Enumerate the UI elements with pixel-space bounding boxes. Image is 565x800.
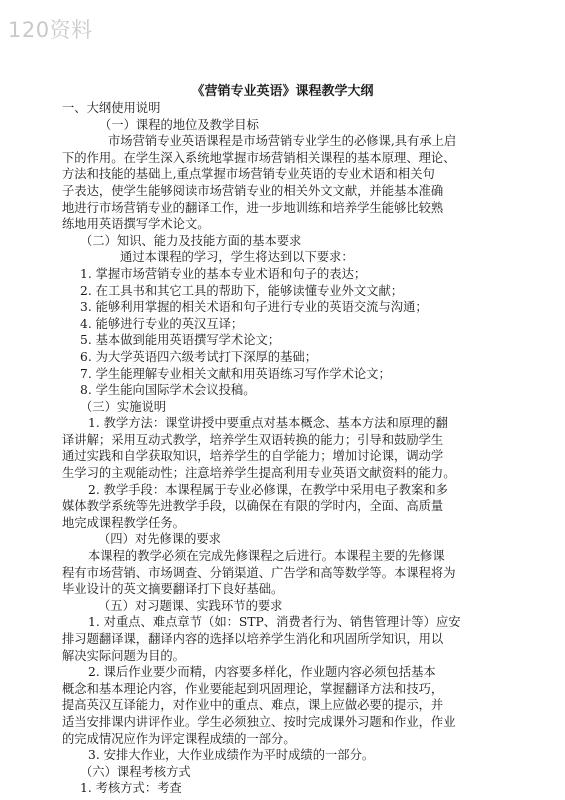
paragraph-line: 2. 课后作业要少而精，内容要多样化，作业题内容必须包括基本 xyxy=(88,665,436,680)
paragraph-line: 通过实践和自学获取知识，培养学生的自学能力；增加讨论课，调动学 xyxy=(62,449,444,464)
paragraph-line: 1. 考核方式：考查 xyxy=(80,781,182,796)
list-item: 6. 为大学英语四六级考试打下深厚的基础； xyxy=(80,349,317,364)
list-item: 2. 在工具书和其它工具的帮助下，能够读懂专业外文文献； xyxy=(80,283,404,298)
paragraph-line: 练地用英语撰写学术论文。 xyxy=(62,217,210,232)
paragraph-line: 1. 教学方法：课堂讲授中要重点对基本概念、基本方法和原理的翻 xyxy=(88,416,448,431)
paragraph-line: 毕业设计的英文摘要翻译打下良好基础。 xyxy=(62,582,284,597)
paragraph-line: 解决实际问题为目的。 xyxy=(62,648,185,663)
section-heading: 一、大纲使用说明 xyxy=(62,101,161,115)
list-item: 5. 基本做到能用英语撰写学术论文； xyxy=(80,333,281,348)
paragraph-line: 程有市场营销、市场调查、分销渠道、广告学和高等数学等。本课程将为 xyxy=(62,565,456,580)
subsection-heading: （二）知识、能力及技能方面的基本要求 xyxy=(80,233,302,248)
paragraph-line: 方法和技能的基础上,重点掌握市场营销专业英语的专业术语和相关句 xyxy=(62,167,435,182)
paragraph-line: 译讲解；采用互动式教学，培养学生双语转换的能力；引导和鼓励学生 xyxy=(62,432,444,447)
paragraph-line: 1. 对重点、难点章节（如：STP、消费者行为、销售管理计等）应安 xyxy=(88,615,461,630)
paragraph-line: 子表达，使学生能够阅读市场营销专业的相关外文文献，并能基本准确 xyxy=(62,183,444,198)
list-item: 8. 学生能向国际学术会议投稿。 xyxy=(80,383,256,398)
paragraph-line: 本课程的教学必须在完成先修课程之后进行。本课程主要的先修课 xyxy=(88,549,445,564)
subsection-heading: （五）对习题课、实践环节的要求 xyxy=(98,598,283,613)
document-body xyxy=(62,100,522,797)
paragraph-line: 2. 教学手段：本课程属于专业必修课，在教学中采用电子教案和多 xyxy=(88,482,448,497)
subsection-heading: （一）课程的地位及教学目标 xyxy=(99,117,259,132)
paragraph-line: 通过本课程的学习，学生将达到以下要求： xyxy=(120,250,354,265)
paragraph-line: 适当安排课内讲评作业。学生必须独立、按时完成课外习题和作业，作业 xyxy=(62,714,456,729)
list-item: 3. 能够利用掌握的相关术语和句子进行专业的英语交流与沟通； xyxy=(80,300,428,315)
paragraph-line: 地完成课程教学任务。 xyxy=(62,515,185,530)
paragraph-line: 概念和基本理论内容，作业要能起到巩固理论，掌握翻译方法和技巧， xyxy=(62,681,444,696)
document-title: 《营销专业英语》课程教学大纲 xyxy=(191,84,374,99)
paragraph-line: 地进行市场营销专业的翻译工作，进一步地训练和培养学生能够比较熟 xyxy=(62,200,444,215)
paragraph-line: 下的作用。在学生深入系统地掌握市场营销相关课程的基本原理、理论、 xyxy=(62,150,456,165)
paragraph-line: 排习题翻译课，翻译内容的选择以培养学生消化和巩固所学知识，用以 xyxy=(62,632,444,646)
list-item: 7. 学生能理解专业相关文献和用英语练习写作学术论文； xyxy=(80,366,391,381)
subsection-heading: （三）实施说明 xyxy=(80,399,167,414)
subsection-heading: （六）课程考核方式 xyxy=(80,764,191,779)
watermark: 120资料 xyxy=(8,18,93,42)
list-item: 1. 掌握市场营销专业的基本专业术语和句子的表达； xyxy=(80,266,367,281)
paragraph-line: 生学习的主观能动性；注意培养学生提高利用专业英语文献资料的能力。 xyxy=(62,466,456,481)
paragraph-line: 市场营销专业英语课程是市场营销专业学生的必修课,具有承上启 xyxy=(108,134,457,149)
paragraph-line: 3. 安排大作业，大作业成绩作为平时成绩的一部分。 xyxy=(88,748,375,763)
paragraph-line: 的完成情况应作为评定课程成绩的一部分。 xyxy=(62,731,296,746)
subsection-heading: （四）对先修课的要求 xyxy=(98,532,221,547)
paragraph-line: 媒体教学系统等先进教学手段，以确保在有限的学时内，全面、高质量 xyxy=(62,499,444,514)
list-item: 4. 能够进行专业的英汉互译； xyxy=(80,316,244,331)
paragraph-line: 提高英汉互译能力，对作业中的重点、难点，课上应做必要的提示，并 xyxy=(62,698,444,713)
